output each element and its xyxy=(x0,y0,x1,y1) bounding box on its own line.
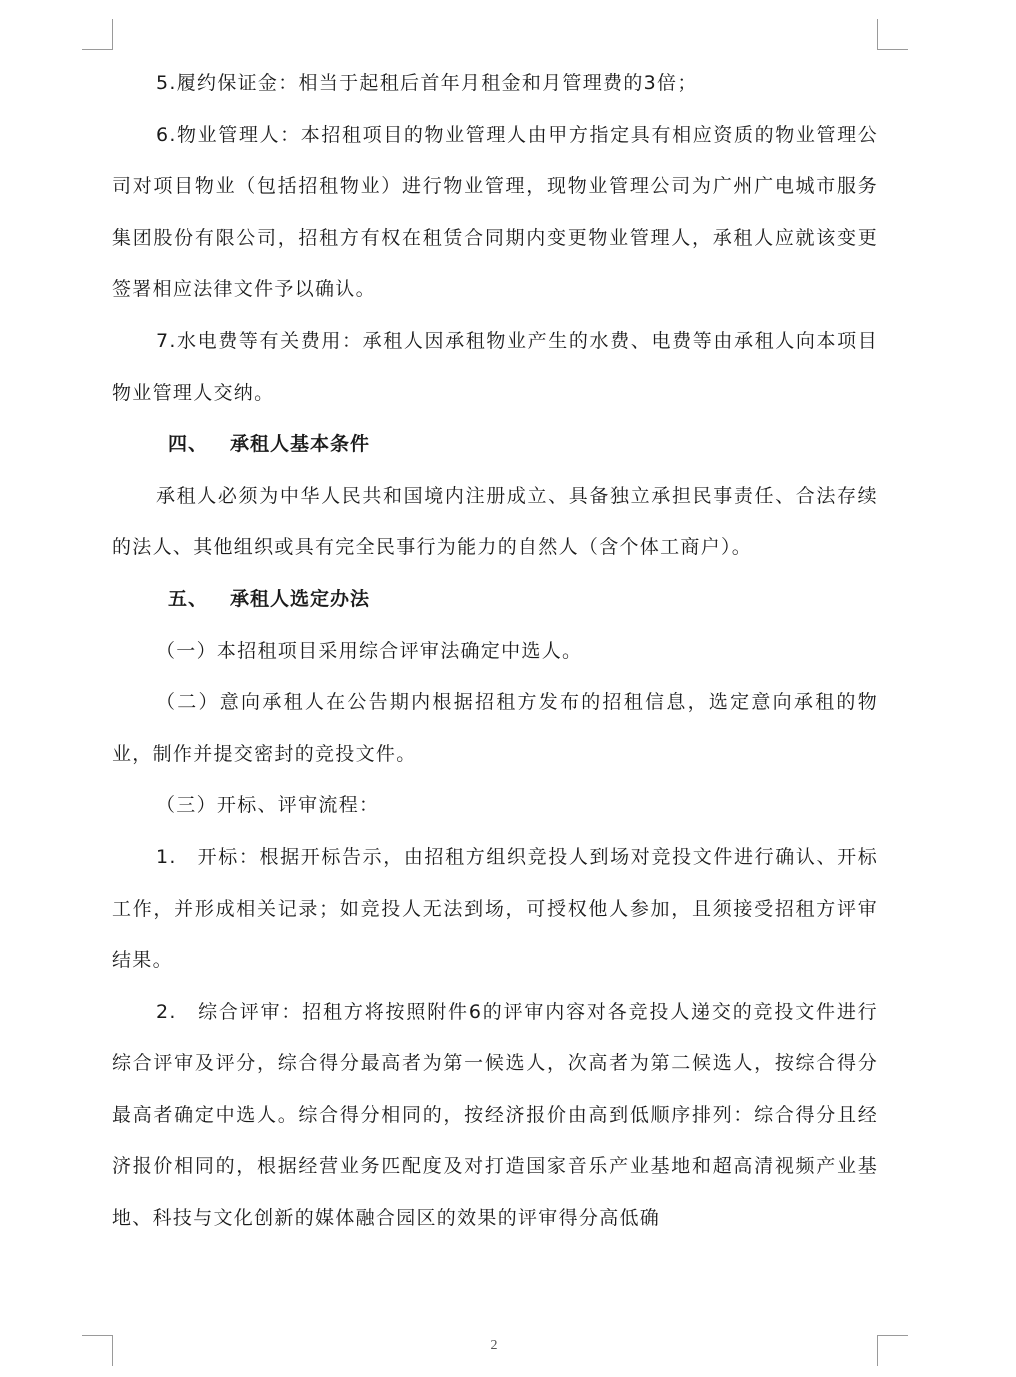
section-heading xyxy=(112,419,878,471)
page-number: 2 xyxy=(490,1338,498,1353)
paragraph: （二）意向承租人在公告期内根据招租方发布的招租信息，选定意向承租的物业，制作并提交密封的竞投文件。 xyxy=(112,691,878,765)
section-heading-title: 承租人基本条件 xyxy=(230,433,371,456)
section-heading xyxy=(112,574,878,626)
crop-mark-top-left xyxy=(82,19,113,50)
document-body xyxy=(112,58,878,1245)
paragraph: 1. 开标：根据开标告示，由招租方组织竞投人到场对竞投文件进行确认、开标工作，并形成相关记录；如竞投人无法到场，可授权他人参加，且须接受招租方评审结果。 xyxy=(112,845,878,972)
section-heading-title: 承租人选定办法 xyxy=(230,587,371,610)
crop-mark-top-right xyxy=(877,19,908,50)
section-heading-number: 四、 xyxy=(168,433,209,456)
paragraph: 6.物业管理人：本招租项目的物业管理人由甲方指定具有相应资质的物业管理公司对项目物业（包括招租物业）进行物业管理，现物业管理公司为广州广电城市服务集团股份有限公司，招租方有权在租赁合同期内变更物业管理人，承租人应就该变更签署相应法律文件予以确认。 xyxy=(112,123,878,301)
paragraph: （三）开标、评审流程： xyxy=(156,794,380,817)
paragraph: 承租人必须为中华人民共和国境内注册成立、具备独立承担民事责任、合法存续的法人、其他组织或具有完全民事行为能力的自然人（含个体工商户）。 xyxy=(112,484,878,559)
section-heading-number: 五、 xyxy=(168,587,209,610)
paragraph: 2. 综合评审：招租方将按照附件6的评审内容对各竞投人递交的竞投文件进行综合评审及评分，综合得分最高者为第一候选人，次高者为第二候选人，按综合得分最高者确定中选人。综合得分相同的，按经济报价由高到低顺序排列：综合得分且经济报价相同的，根据经营业务匹配度及对打造国家音乐产业基地和超高清视频产业基地、科技与文化创新的媒体融合园区的效果的评审得分高低确 xyxy=(112,1000,878,1230)
paragraph: （一）本招租项目采用综合评审法确定中选人。 xyxy=(156,639,583,662)
paragraph: 5.履约保证金：相当于起租后首年月租金和月管理费的3倍； xyxy=(156,72,698,94)
paragraph: 7.水电费等有关费用：承租人因承租物业产生的水费、电费等由承租人向本项目物业管理人交纳。 xyxy=(112,329,878,404)
